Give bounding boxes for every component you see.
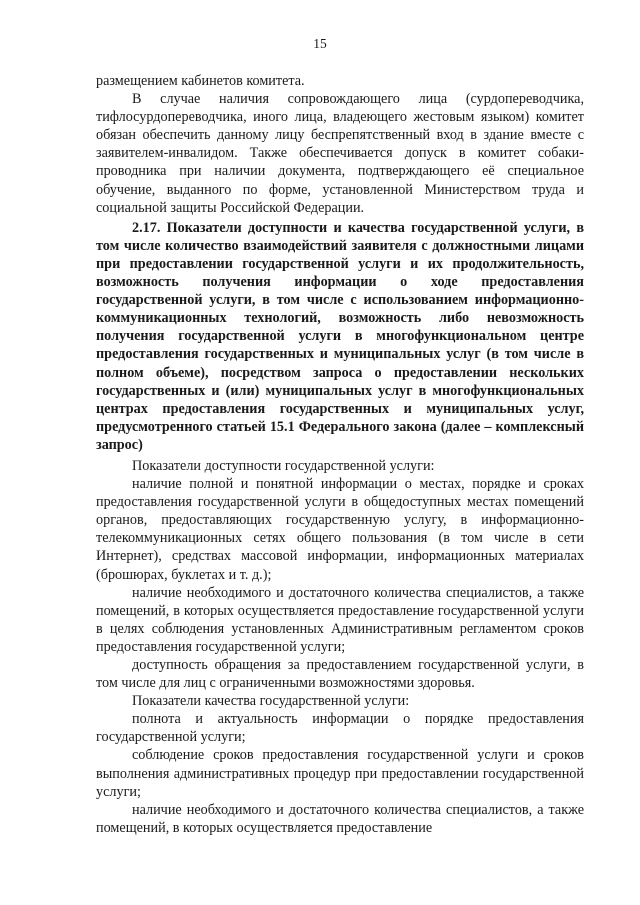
page-number: 15 — [313, 36, 327, 51]
paragraph-deadlines-compliance: соблюдение сроков предоставления государственной услуги и сроков выполнения административных процедур при предоставлении государственной услуги; — [96, 747, 584, 800]
paragraph-information-availability: наличие полной и понятной информации о местах, порядке и сроках предоставления государственной услуги в общедоступных местах помещений органов, предоставляющих государственную услугу, в информационно-телекоммуникационных сетях общего пользования (в том числе в сети Интернет), средствах массовой информации, информационных материалах (брошюрах, буклетах и т. д.); — [96, 476, 584, 583]
paragraph-specialists-availability: наличие необходимого и достаточного количества специалистов, а также помещений, в которых осуществляется предоставление государственной услуги в целях соблюдения установленных Административным регламентом сроков предоставления государственной услуги; — [96, 584, 584, 655]
document-body — [96, 72, 584, 837]
paragraph-accessibility-indicators: Показатели доступности государственной услуги: — [132, 457, 435, 474]
paragraph-companion-access: В случае наличия сопровождающего лица (сурдопереводчика, тифлосурдопереводчика, иного лица, владеющего жестовым языком) комитет обязан обеспечить данному лицу беспрепятственный вход в здание вместе с заявителем-инвалидом. Также обеспечивается допуск в комитет собаки-проводника при наличии документа, подтверждающего её специальное обучение, выданного по форме, установленной Министерством труда и социальной защиты Российской Федерации. — [96, 91, 584, 216]
paragraph-continuation: размещением кабинетов комитета. — [96, 73, 305, 89]
paragraph-access-for-disabled: доступность обращения за предоставлением государственной услуги, в том числе для лиц с ограниченными возможностями здоровья. — [96, 657, 584, 692]
paragraph-information-completeness: полнота и актуальность информации о порядке предоставления государственной услуги; — [96, 711, 584, 746]
paragraph-specialists-quality: наличие необходимого и достаточного количества специалистов, а также помещений, в которых осуществляется предоставление — [96, 801, 584, 836]
section-heading-2-17: 2.17. Показатели доступности и качества государственной услуги, в том числе количество взаимодействий заявителя с должностными лицами при предоставлении государственной услуги и их продолжительность, возможность получения информации о ходе предоставления государственной услуги, в том числе с использованием информационно-коммуникационных технологий, возможность либо невозможность получения государственной услуги в многофункциональном центре предоставления государственных и муниципальных услуг (в том числе в полном объеме), посредством запроса о предоставлении нескольких государственных и (или) муниципальных услуг в многофункциональных центрах предоставления государственных и муниципальных услуг, предусмотренного статьей 15.1 Федерального закона (далее – комплексный запрос) — [96, 219, 584, 453]
paragraph-quality-indicators: Показатели качества государственной услуги: — [132, 693, 410, 710]
